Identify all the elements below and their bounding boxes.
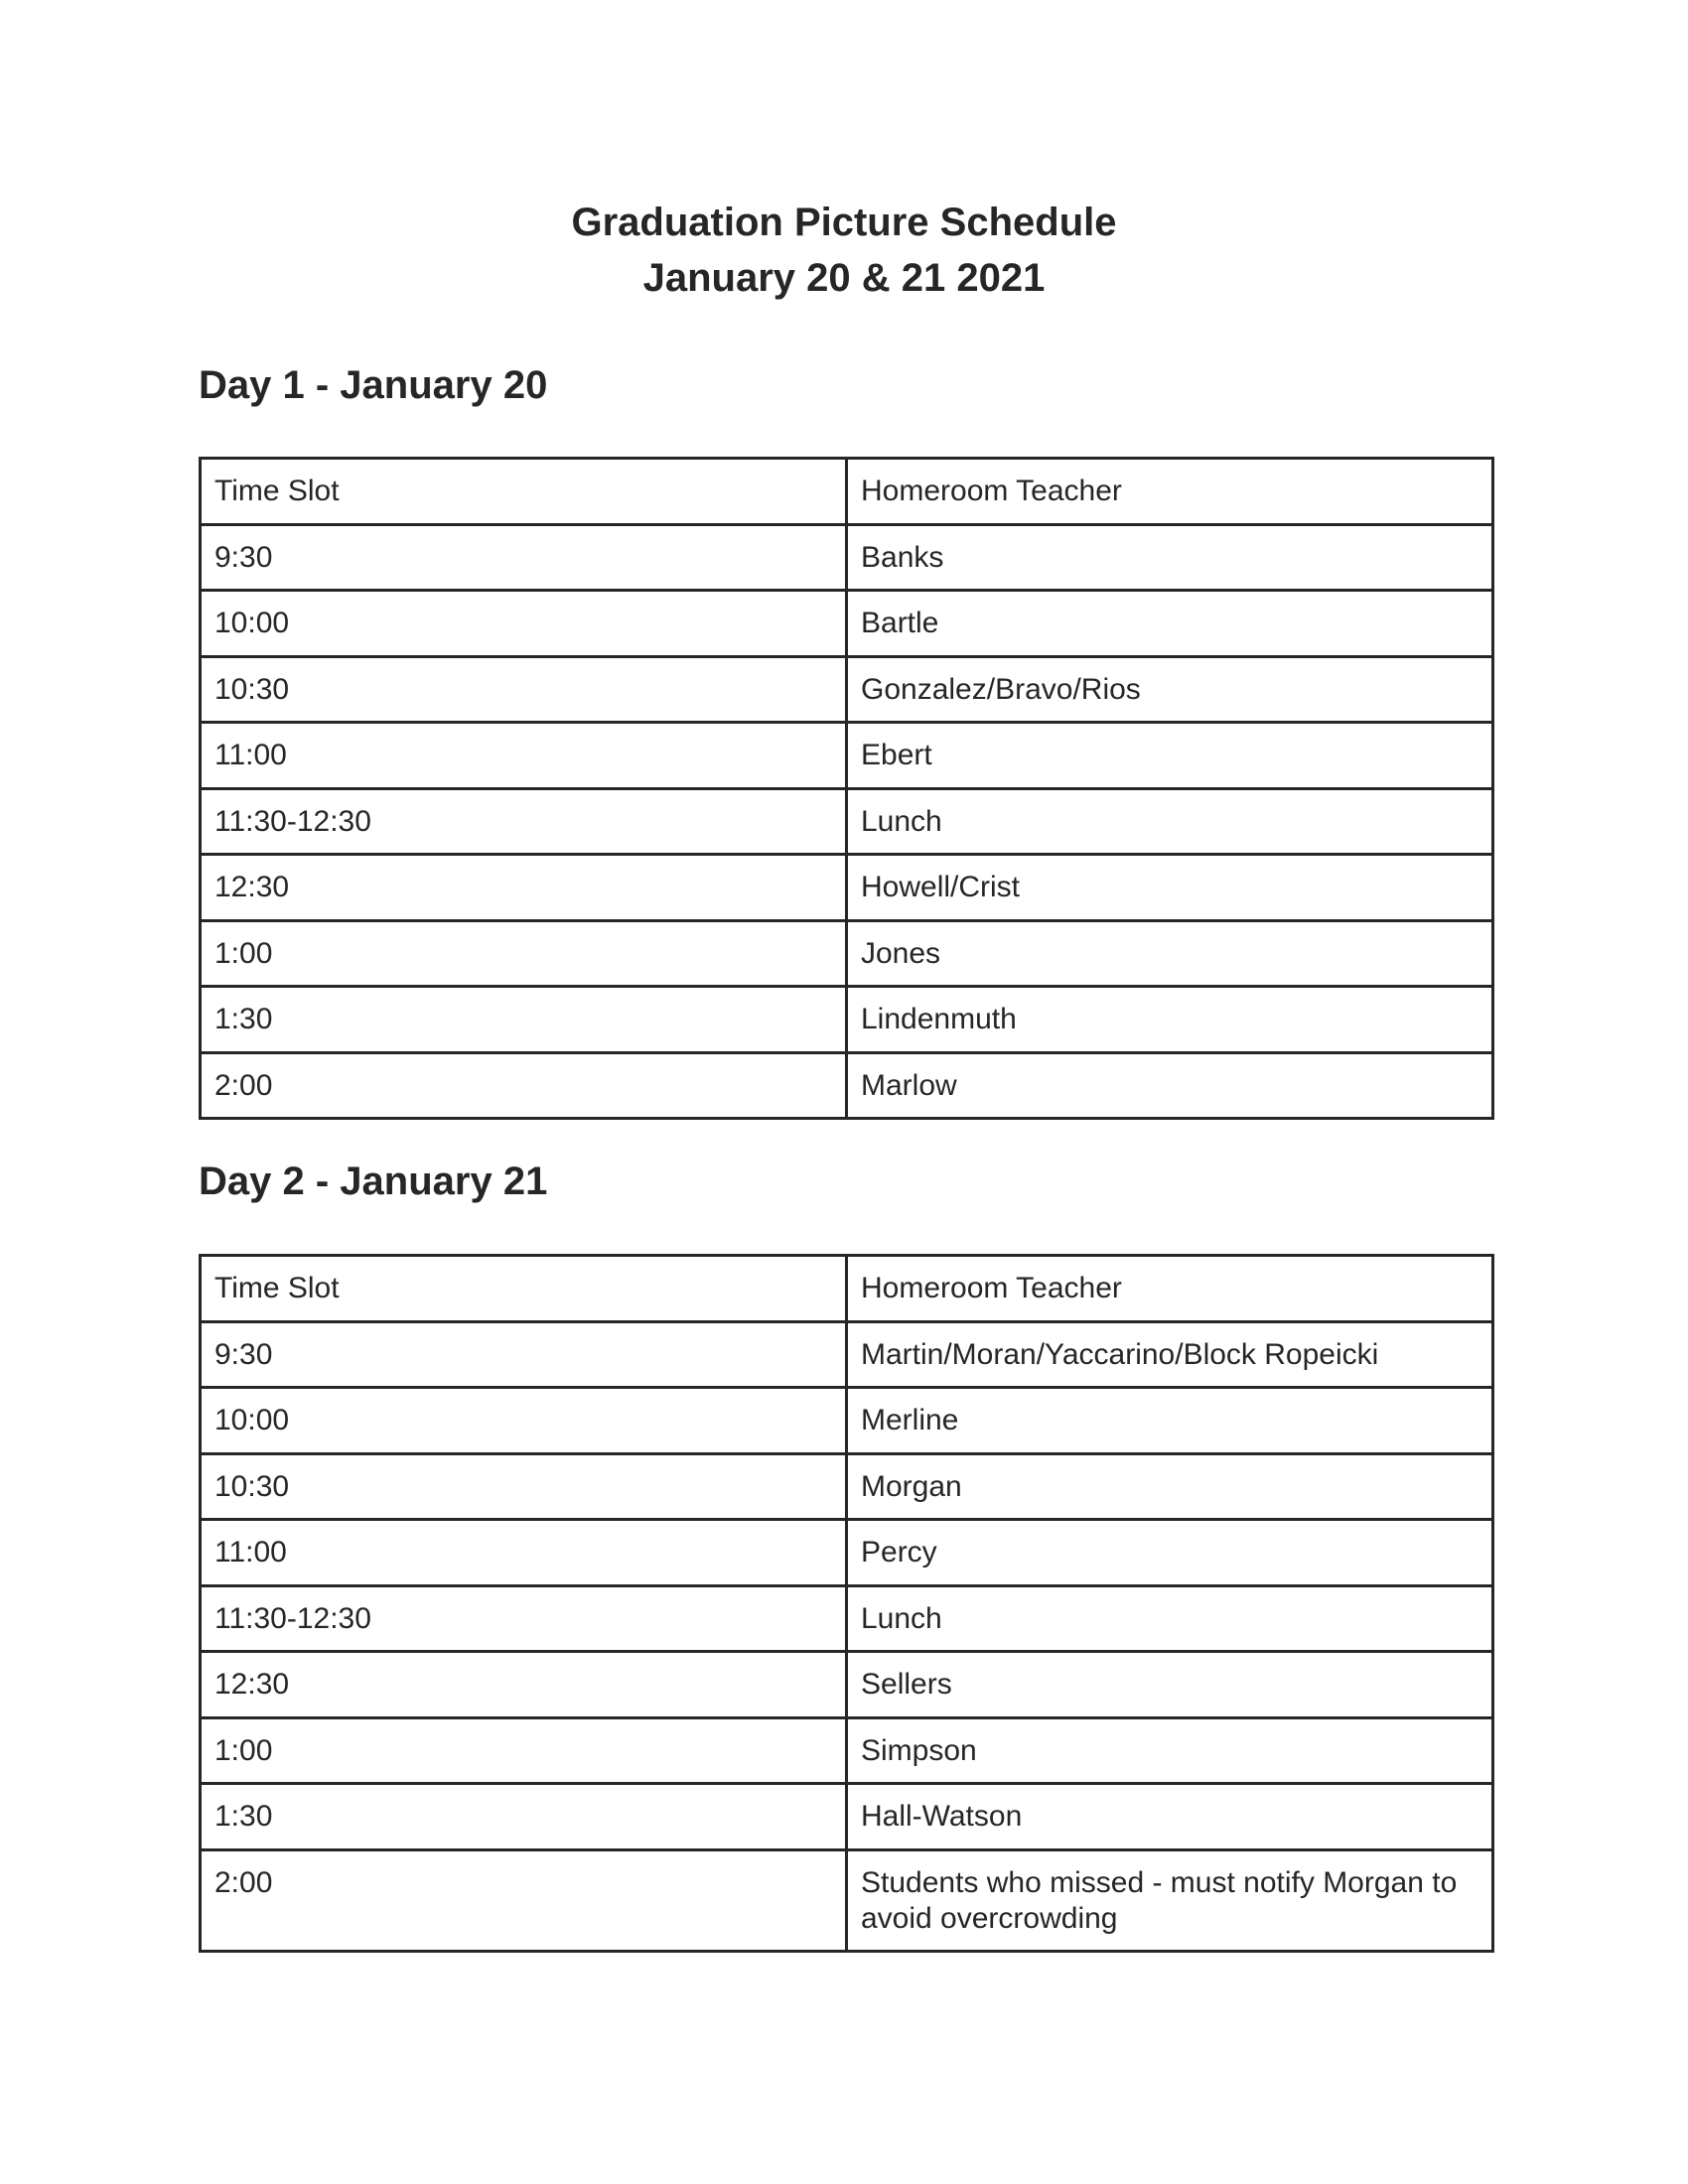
- time-slot-cell: 11:30-12:30: [201, 1585, 847, 1652]
- table-header-row: [201, 459, 1493, 525]
- table-row: [201, 524, 1493, 591]
- column-header-homeroom-teacher: Homeroom Teacher: [847, 1256, 1493, 1322]
- table-row: [201, 1052, 1493, 1119]
- time-slot-cell: 1:30: [201, 987, 847, 1053]
- table-row: [201, 1784, 1493, 1850]
- table-row: [201, 1717, 1493, 1784]
- time-slot-cell: 2:00: [201, 1052, 847, 1119]
- teacher-cell: Howell/Crist: [847, 855, 1493, 921]
- teacher-cell: Students who missed - must notify Morgan to avoid overcrowding: [847, 1849, 1493, 1951]
- time-slot-cell: 10:00: [201, 1388, 847, 1454]
- teacher-cell: Lunch: [847, 1585, 1493, 1652]
- time-slot-cell: 10:30: [201, 656, 847, 723]
- day-1-schedule-table: [199, 457, 1494, 1120]
- time-slot-cell: 10:30: [201, 1453, 847, 1520]
- day-1-heading: Day 1 - January 20: [199, 363, 548, 407]
- column-header-homeroom-teacher: Homeroom Teacher: [847, 459, 1493, 525]
- table-row: [201, 987, 1493, 1053]
- time-slot-cell: 11:00: [201, 723, 847, 789]
- table-row: [201, 920, 1493, 987]
- time-slot-cell: 11:30-12:30: [201, 788, 847, 855]
- time-slot-cell: 2:00: [201, 1849, 847, 1951]
- teacher-cell: Bartle: [847, 591, 1493, 657]
- teacher-cell: Lindenmuth: [847, 987, 1493, 1053]
- title-line-1: Graduation Picture Schedule: [571, 201, 1117, 244]
- table-row: [201, 591, 1493, 657]
- time-slot-cell: 1:00: [201, 1717, 847, 1784]
- teacher-cell: Percy: [847, 1520, 1493, 1586]
- table-row: [201, 788, 1493, 855]
- table-row: [201, 1388, 1493, 1454]
- column-header-time-slot: Time Slot: [201, 459, 847, 525]
- document-title: [0, 195, 1688, 306]
- time-slot-cell: 9:30: [201, 1321, 847, 1388]
- table-row: [201, 656, 1493, 723]
- table-row: [201, 855, 1493, 921]
- table-row: [201, 1453, 1493, 1520]
- day-2-schedule-table: [199, 1254, 1494, 1953]
- teacher-cell: Gonzalez/Bravo/Rios: [847, 656, 1493, 723]
- time-slot-cell: 10:00: [201, 591, 847, 657]
- column-header-time-slot: Time Slot: [201, 1256, 847, 1322]
- table-row: [201, 1652, 1493, 1718]
- time-slot-cell: 12:30: [201, 855, 847, 921]
- time-slot-cell: 1:00: [201, 920, 847, 987]
- day-2-heading: Day 2 - January 21: [199, 1160, 548, 1203]
- teacher-cell: Lunch: [847, 788, 1493, 855]
- table-row: [201, 723, 1493, 789]
- teacher-cell: Simpson: [847, 1717, 1493, 1784]
- teacher-cell: Ebert: [847, 723, 1493, 789]
- teacher-cell: Sellers: [847, 1652, 1493, 1718]
- table-row: [201, 1585, 1493, 1652]
- time-slot-cell: 9:30: [201, 524, 847, 591]
- title-line-2: January 20 & 21 2021: [642, 256, 1046, 300]
- time-slot-cell: 11:00: [201, 1520, 847, 1586]
- teacher-cell: Banks: [847, 524, 1493, 591]
- teacher-cell: Jones: [847, 920, 1493, 987]
- teacher-cell: Marlow: [847, 1052, 1493, 1119]
- teacher-cell: Hall-Watson: [847, 1784, 1493, 1850]
- table-row: [201, 1849, 1493, 1951]
- teacher-cell: Morgan: [847, 1453, 1493, 1520]
- time-slot-cell: 12:30: [201, 1652, 847, 1718]
- time-slot-cell: 1:30: [201, 1784, 847, 1850]
- table-header-row: [201, 1256, 1493, 1322]
- teacher-cell: Martin/Moran/Yaccarino/Block Ropeicki: [847, 1321, 1493, 1388]
- table-row: [201, 1520, 1493, 1586]
- teacher-cell: Merline: [847, 1388, 1493, 1454]
- table-row: [201, 1321, 1493, 1388]
